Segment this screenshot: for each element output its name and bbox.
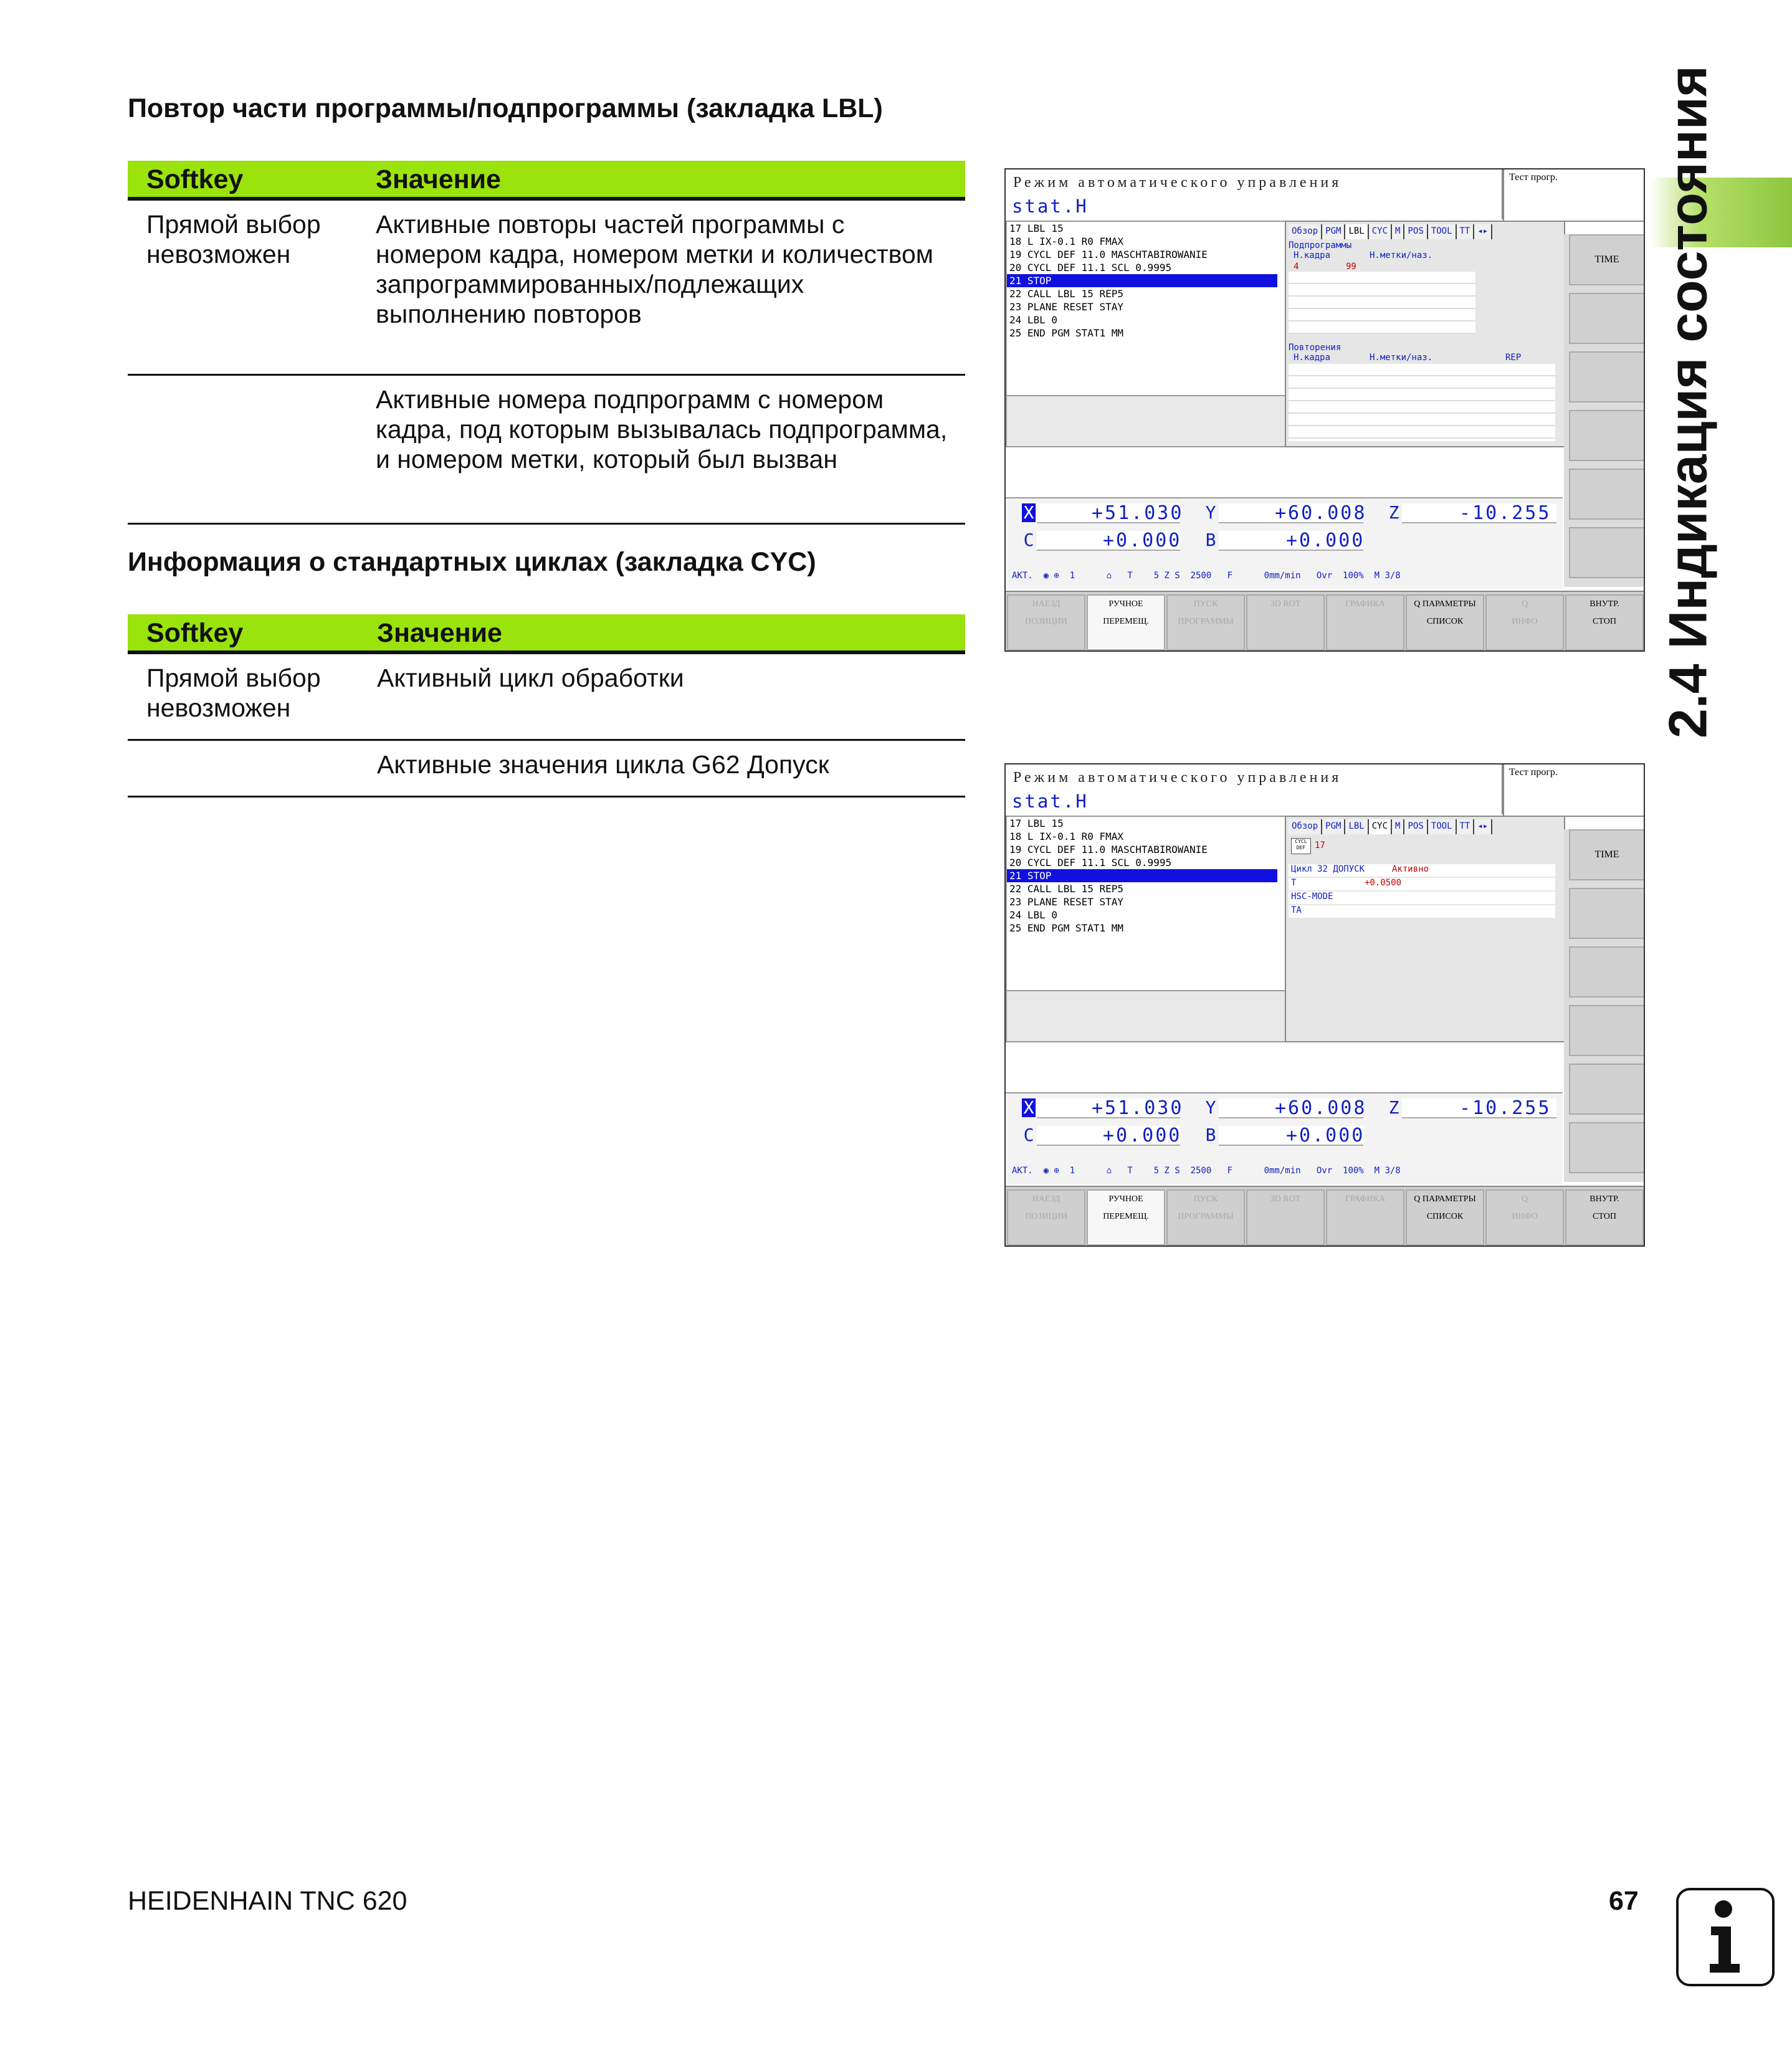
table-row: [128, 376, 965, 525]
status-tabs: [1289, 224, 1492, 239]
softkey-program-start[interactable]: ПУСК ПРОГРАММЫ: [1166, 1189, 1245, 1245]
axis-z-label: Z: [1388, 1097, 1399, 1118]
softkey-cell: Прямой выбор невозможен: [146, 210, 321, 269]
table-row: [128, 201, 965, 376]
axis-b-value: +0.000: [1286, 1125, 1365, 1146]
program-line: 17 LBL 15: [1009, 817, 1064, 829]
axis-b-value: +0.000: [1286, 530, 1365, 551]
cycle-param-name: HSC-MODE: [1291, 892, 1333, 902]
tab-scroll-icon[interactable]: ◂▸: [1474, 819, 1492, 834]
right-softkey-blank[interactable]: [1569, 351, 1645, 402]
program-footer: [1007, 990, 1285, 1041]
softkey-row: [1006, 1186, 1644, 1247]
softkey-q-parameters[interactable]: Q ПАРАМЕТРЫ СПИСОК: [1406, 1189, 1484, 1245]
axis-b-label: B: [1205, 530, 1216, 550]
cycle-state: Активно: [1392, 864, 1429, 874]
axis-y-label: Y: [1205, 502, 1216, 523]
header-softkey: Softkey: [146, 164, 244, 194]
cycl-def-number: 17: [1315, 841, 1325, 850]
tab-lbl[interactable]: LBL: [1345, 224, 1368, 239]
softkey-cell: Прямой выбор невозможен: [146, 664, 321, 722]
axis-c-label: C: [1023, 530, 1034, 550]
status-window: [1285, 221, 1565, 447]
program-line: 25 END PGM STAT1 MM: [1009, 922, 1124, 934]
axis-y-value: +60.008: [1275, 1097, 1367, 1119]
chapter-title-vertical: [1657, 65, 1720, 738]
right-softkey-blank[interactable]: [1569, 1005, 1645, 1056]
axis-c-value: +0.000: [1103, 1125, 1182, 1146]
softkey-3d-rot[interactable]: 3D ROT: [1246, 1189, 1325, 1245]
table-cyc: [128, 614, 965, 798]
softkey-position-approach[interactable]: НАЕЗД ПОЗИЦИИ: [1007, 594, 1085, 650]
table-row: [128, 741, 965, 798]
program-line: 23 PLANE RESET STAY: [1009, 301, 1124, 313]
meaning-cell: Активные повторы частей программы с номером кадра, номером метки и количеством запрограммированных/подлежащих выполнению повторов: [376, 210, 933, 328]
program-footer: [1007, 395, 1285, 446]
tab-cyc[interactable]: CYC: [1369, 819, 1392, 834]
program-file-name: stat.H: [1012, 791, 1089, 812]
section-heading-lbl: Повтор части программы/подпрограммы (закладка LBL): [128, 93, 883, 123]
meaning-cell: Активный цикл обработки: [377, 664, 684, 692]
axis-y-value: +60.008: [1275, 502, 1367, 524]
sub-row-block: 4: [1294, 262, 1299, 272]
cycl-def-icon: CYCL DEF: [1291, 838, 1311, 854]
tnc-screen-lbl: [1004, 168, 1645, 652]
tab-pgm[interactable]: PGM: [1322, 224, 1345, 239]
softkey-3d-rot[interactable]: 3D ROT: [1246, 594, 1325, 650]
right-softkey-blank[interactable]: [1569, 888, 1645, 939]
rep-col-label: Н.метки/наз.: [1370, 353, 1433, 363]
program-line: 24 LBL 0: [1009, 314, 1058, 326]
program-line: 23 PLANE RESET STAY: [1009, 896, 1124, 908]
status-line: АКТ. ◉ ⊕ 1 ⌂ T 5 Z S 2500 F 0mm/min Ovr 100% M 3/8: [1012, 1166, 1401, 1176]
program-line: 18 L IX-0.1 R0 FMAX: [1009, 831, 1124, 842]
program-line: 25 END PGM STAT1 MM: [1009, 327, 1124, 339]
info-icon: [1676, 1888, 1775, 1986]
program-line: 20 CYCL DEF 11.1 SCL 0.9995: [1009, 857, 1172, 869]
cycle-title: Цикл 32 ДОПУСК: [1291, 864, 1365, 874]
mode-title: Режим автоматического управления: [1013, 174, 1342, 191]
tab-tool[interactable]: TOOL: [1428, 819, 1457, 834]
softkey-manual-traverse[interactable]: РУЧНОЕ ПЕРЕМЕЩ.: [1087, 1189, 1165, 1245]
axis-c-label: C: [1023, 1125, 1034, 1145]
subprograms-grid: [1289, 272, 1475, 334]
tab-pos[interactable]: POS: [1404, 224, 1427, 239]
chapter-title-text: 2.4 Индикация состояния: [1658, 65, 1718, 738]
axis-z-value: -10.255: [1459, 1097, 1551, 1119]
meaning-cell: Активные номера подпрограмм с номером кадра, под которым вызывалась подпрограмма, и номером метки, который был вызван: [376, 385, 948, 474]
softkey-internal-stop[interactable]: ВНУТР. СТОП: [1565, 594, 1644, 650]
test-mode-label: Тест прогр.: [1509, 767, 1558, 778]
tab-lbl[interactable]: LBL: [1345, 819, 1368, 834]
tab-overview[interactable]: Обзор: [1289, 819, 1322, 834]
header-meaning: Значение: [376, 164, 501, 194]
softkey-position-approach[interactable]: НАЕЗД ПОЗИЦИИ: [1007, 1189, 1085, 1245]
table-header: [128, 614, 965, 654]
right-softkey-bar: [1564, 829, 1644, 1182]
mode-title: Режим автоматического управления: [1013, 769, 1342, 786]
header-meaning: Значение: [377, 618, 502, 648]
page-number: 67: [1609, 1886, 1639, 1916]
table-lbl: [128, 161, 965, 525]
right-softkey-blank[interactable]: [1569, 1122, 1645, 1173]
program-line: 19 CYCL DEF 11.0 MASCHTABIROWANIE: [1009, 249, 1208, 260]
tab-pos[interactable]: POS: [1404, 819, 1427, 834]
repeats-grid: [1289, 364, 1555, 441]
program-window: [1006, 816, 1286, 1042]
program-line: 18 L IX-0.1 R0 FMAX: [1009, 236, 1124, 247]
program-line: 22 CALL LBL 15 REP5: [1009, 288, 1124, 300]
tab-tt[interactable]: TT: [1457, 819, 1475, 834]
sub-col-label: Н.метки/наз.: [1370, 250, 1433, 260]
cycle-param-name: TA: [1291, 905, 1302, 915]
program-file-name: stat.H: [1012, 196, 1089, 217]
tab-scroll-icon[interactable]: ◂▸: [1474, 224, 1492, 239]
position-display: [1006, 1092, 1563, 1184]
tab-pgm[interactable]: PGM: [1322, 819, 1345, 834]
program-line: 17 LBL 15: [1009, 222, 1064, 234]
right-softkey-blank[interactable]: [1569, 410, 1645, 461]
status-line: АКТ. ◉ ⊕ 1 ⌂ T 5 Z S 2500 F 0mm/min Ovr 100% M 3/8: [1012, 571, 1401, 581]
test-mode-box[interactable]: [1503, 764, 1645, 817]
sub-col-block: Н.кадра: [1294, 250, 1331, 260]
tab-tool[interactable]: TOOL: [1428, 224, 1457, 239]
status-window: [1285, 816, 1565, 1042]
time-softkey[interactable]: TIME: [1569, 829, 1645, 880]
softkey-q-parameters[interactable]: Q ПАРАМЕТРЫ СПИСОК: [1406, 594, 1484, 650]
section-heading-cyc: Информация о стандартных циклах (закладка CYC): [128, 547, 816, 577]
subprograms-title: Подпрограммы: [1289, 241, 1352, 250]
softkey-graphics[interactable]: ГРАФИКА: [1326, 594, 1404, 650]
tnc-screen-cyc: [1004, 763, 1645, 1247]
cycle-param-name: T: [1291, 878, 1297, 888]
softkey-graphics[interactable]: ГРАФИКА: [1326, 1189, 1404, 1245]
rep-col-block: Н.кадра: [1294, 353, 1331, 363]
status-tabs: [1289, 819, 1492, 834]
cycle-param-value: +0.0500: [1365, 878, 1402, 888]
program-line-active: 21 STOP: [1007, 869, 1277, 882]
softkey-row: [1006, 591, 1644, 652]
right-softkey-blank[interactable]: [1569, 469, 1645, 520]
axis-x-label: X: [1022, 1098, 1036, 1117]
table-header: [128, 161, 965, 201]
right-softkey-blank[interactable]: [1569, 293, 1645, 344]
tab-tt[interactable]: TT: [1457, 224, 1475, 239]
table-row: [128, 654, 965, 741]
test-mode-label: Тест прогр.: [1509, 172, 1558, 183]
axis-z-value: -10.255: [1459, 502, 1551, 524]
program-line: 19 CYCL DEF 11.0 MASCHTABIROWANIE: [1009, 844, 1208, 855]
header-softkey: Softkey: [146, 618, 244, 648]
axis-x-value: +51.030: [1092, 502, 1184, 524]
axis-c-value: +0.000: [1103, 530, 1182, 551]
tab-m[interactable]: M: [1392, 819, 1404, 834]
right-softkey-blank[interactable]: [1569, 1064, 1645, 1115]
program-line: 22 CALL LBL 15 REP5: [1009, 883, 1124, 895]
meaning-cell: Активные значения цикла G62 Допуск: [377, 750, 829, 779]
mode-panel: [1006, 169, 1503, 219]
program-line-active: 21 STOP: [1007, 274, 1277, 287]
softkey-internal-stop[interactable]: ВНУТР. СТОП: [1565, 1189, 1644, 1245]
program-line: 20 CYCL DEF 11.1 SCL 0.9995: [1009, 262, 1172, 274]
tab-m[interactable]: M: [1392, 224, 1404, 239]
right-softkey-blank[interactable]: [1569, 527, 1645, 578]
test-mode-box[interactable]: [1503, 169, 1645, 222]
axis-x-label: X: [1022, 503, 1036, 522]
repeats-title: Повторения: [1289, 343, 1342, 353]
right-softkey-blank[interactable]: [1569, 946, 1645, 998]
sub-row-label: 99: [1346, 262, 1356, 272]
axis-z-label: Z: [1388, 502, 1399, 523]
axis-x-value: +51.030: [1092, 1097, 1184, 1119]
right-softkey-bar: [1564, 234, 1644, 587]
program-line: 24 LBL 0: [1009, 909, 1058, 921]
mode-panel: [1006, 764, 1503, 814]
program-window: [1006, 221, 1286, 447]
tab-cyc[interactable]: CYC: [1369, 224, 1392, 239]
softkey-program-start[interactable]: ПУСК ПРОГРАММЫ: [1166, 594, 1245, 650]
tab-overview[interactable]: Обзор: [1289, 224, 1322, 239]
footer-product: HEIDENHAIN TNC 620: [128, 1886, 407, 1916]
axis-y-label: Y: [1205, 1097, 1216, 1118]
position-display: [1006, 497, 1563, 589]
axis-b-label: B: [1205, 1125, 1216, 1145]
softkey-manual-traverse[interactable]: РУЧНОЕ ПЕРЕМЕЩ.: [1087, 594, 1165, 650]
rep-col-rep: REP: [1505, 353, 1522, 363]
softkey-q-info[interactable]: Q ИНФО: [1485, 594, 1564, 650]
time-softkey[interactable]: TIME: [1569, 234, 1645, 285]
softkey-q-info[interactable]: Q ИНФО: [1485, 1189, 1564, 1245]
